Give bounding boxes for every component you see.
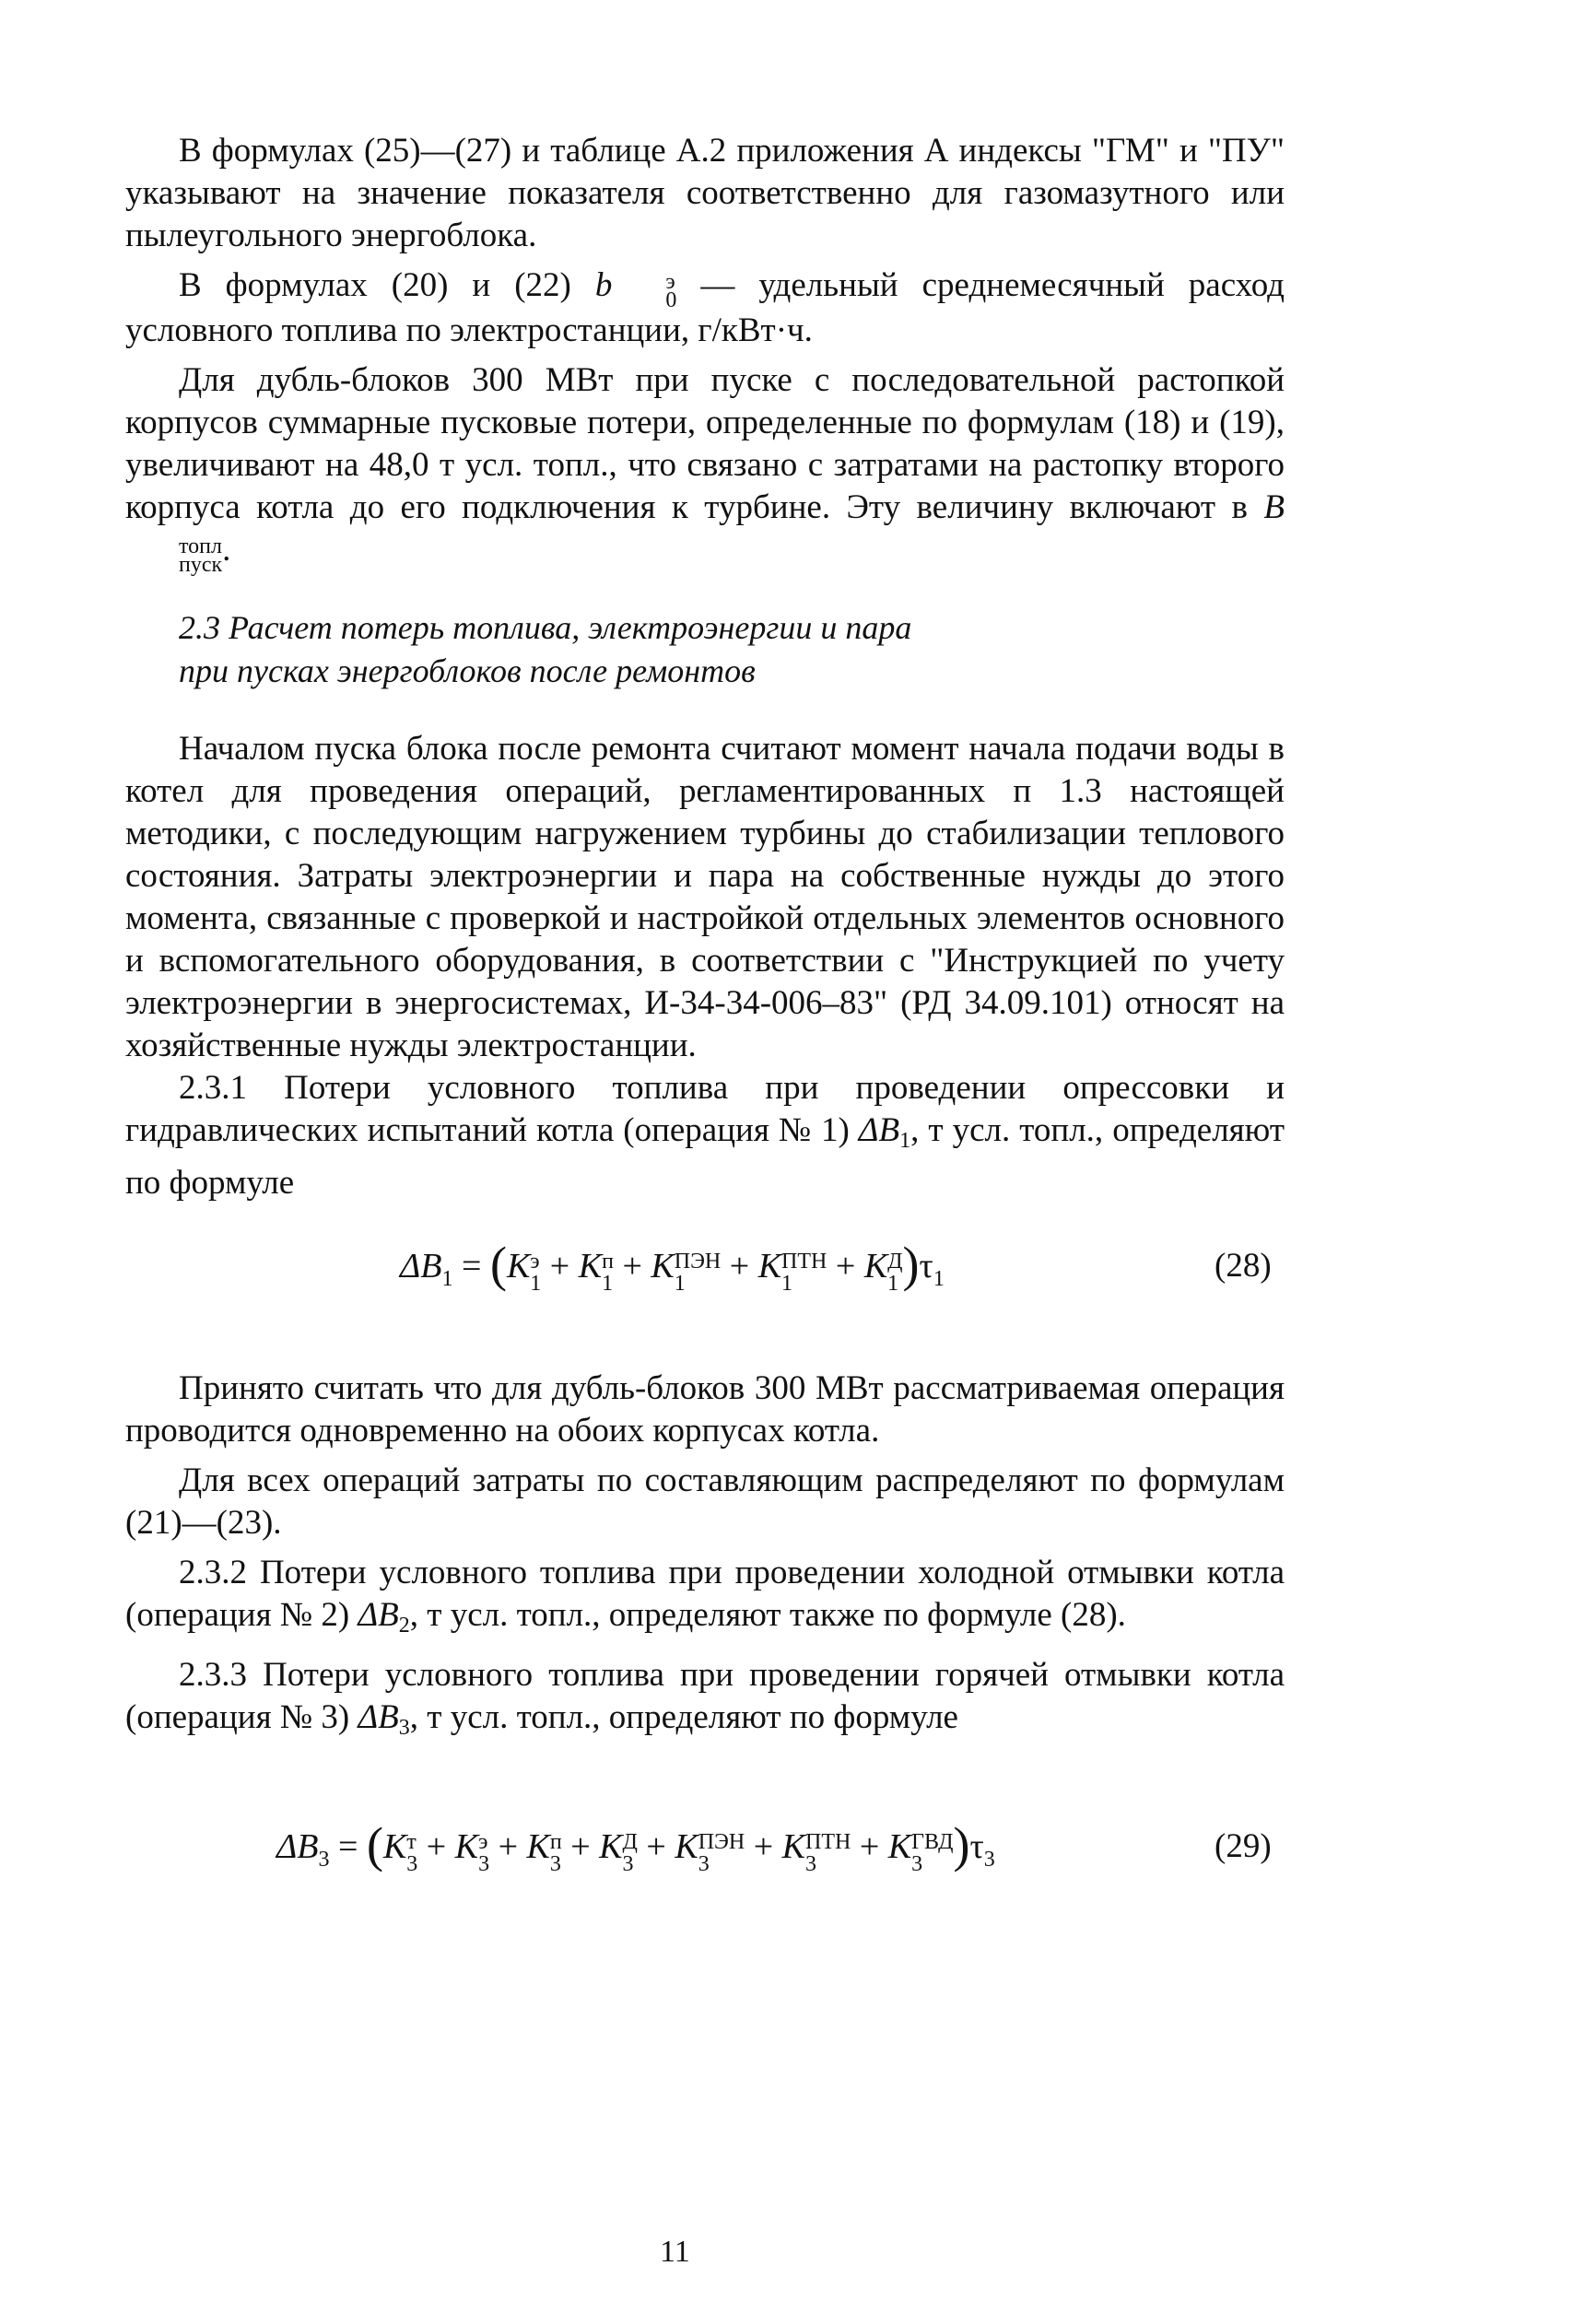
body-text-2 bbox=[125, 1368, 1285, 1749]
formula-29-term-0-symbol: K bbox=[382, 1827, 407, 1866]
body-paragraph-2-3-3 bbox=[125, 1654, 1285, 1749]
formula-29-plus-6: + bbox=[851, 1827, 888, 1866]
symbol-b-sub: 0 bbox=[665, 288, 677, 312]
formula-29-term-0-sup: т bbox=[406, 1830, 417, 1854]
formula-28-term-0-sub: 1 bbox=[530, 1272, 542, 1296]
formula-29-term-0-sub: 3 bbox=[406, 1852, 418, 1876]
symbol-delta-b1-sub: 1 bbox=[899, 1129, 911, 1153]
formula-29-term-2-sub: 3 bbox=[549, 1852, 561, 1876]
formula-29-term-5-sub: 3 bbox=[805, 1852, 817, 1876]
formula-28-term-2-sup: ПЭН bbox=[674, 1250, 722, 1274]
body-paragraph-2-3-1 bbox=[125, 1067, 1285, 1204]
formula-28-term-2-symbol: K bbox=[651, 1247, 675, 1286]
formula-28-term-1-symbol: K bbox=[578, 1247, 603, 1286]
symbol-B-main: B bbox=[1263, 488, 1285, 526]
formula-29-term-1-symbol: K bbox=[454, 1827, 479, 1866]
formula-29-term-5-sup: ПТН bbox=[805, 1830, 851, 1854]
formula-29-plus-2: + bbox=[489, 1827, 527, 1866]
formula-29-plus-5: + bbox=[745, 1827, 782, 1866]
formula-28-term-1-indices bbox=[602, 1250, 614, 1295]
p232-text-start: 2.3.2 Потери условного топлива при проведении холодной отмывки котла (операция № 2) bbox=[125, 1554, 1285, 1634]
body-paragraph-dubl-blocks: Принято считать что для дубль-блоков 300 МВт рассматриваемая операция проводится одновременно на обоих корпусах котла. bbox=[125, 1369, 1285, 1450]
formula-28-term-1-sub: 1 bbox=[602, 1272, 614, 1296]
body-paragraph-start-of-pusk: Началом пуска блока после ремонта считают момент начала подачи воды в котел для проведения операций, регламентированных п 1.3 настоящей методики, с последующим нагружением турбины до стабилизации теплового состояния. Затраты электроэнергии и пара на собственные нужды до этого момента, связанные с проверкой и настройкой отдельных элементов основного и вспомогательного оборудования, в соответствии с "Инструкцией по учету электроэнергии в энергосистемах, И-34-34-006–83" (РД 34.09.101) относят на хозяйственные нужды электростанции. bbox=[125, 730, 1285, 1064]
formula-29-term-6-symbol: K bbox=[887, 1827, 912, 1866]
formula-28-term-2-sub: 1 bbox=[674, 1272, 686, 1296]
intro-paragraph-3 bbox=[125, 359, 1285, 577]
symbol-delta-b1-main: ΔB bbox=[858, 1111, 900, 1149]
formula-29-lhs-sub: 3 bbox=[318, 1848, 330, 1872]
body-paragraph-2-3-2 bbox=[125, 1552, 1285, 1647]
formula-28-term-4-symbol: K bbox=[863, 1247, 888, 1286]
formula-29-term-4-indices bbox=[698, 1831, 745, 1875]
symbol-delta-b2 bbox=[358, 1596, 410, 1638]
symbol-delta-b2-main: ΔB bbox=[358, 1596, 399, 1634]
formula-29-tau: τ bbox=[969, 1827, 984, 1866]
formula-29-term-2-sup: п bbox=[549, 1830, 562, 1854]
formula-29-term-4-sub: 3 bbox=[698, 1852, 710, 1876]
symbol-b0e bbox=[594, 266, 677, 312]
formula-28-plus-3: + bbox=[721, 1247, 758, 1286]
formula-29-plus-3: + bbox=[561, 1827, 600, 1866]
symbol-delta-b1 bbox=[858, 1111, 911, 1153]
section-heading bbox=[179, 606, 911, 693]
formula-29-number: (29) bbox=[1215, 1827, 1272, 1865]
formula-28-term-1-sup: п bbox=[602, 1250, 614, 1274]
symbol-delta-b3-sub: 3 bbox=[398, 1716, 410, 1740]
intro-text bbox=[125, 130, 1285, 577]
formula-28-term-3-indices bbox=[781, 1250, 827, 1295]
formula-29-plus-4: + bbox=[637, 1827, 675, 1866]
symbol-B-sub: пуск bbox=[179, 553, 223, 577]
formula-28 bbox=[400, 1237, 945, 1301]
symbol-b-sup: э bbox=[665, 270, 675, 294]
formula-29-tau-sub: 3 bbox=[983, 1848, 995, 1872]
formula-28-term-0-sup: э bbox=[530, 1250, 540, 1274]
formula-28-term-0-symbol: K bbox=[506, 1247, 531, 1286]
formula-29 bbox=[276, 1817, 995, 1882]
symbol-b-indices bbox=[612, 270, 677, 312]
formula-28-term-4-sub: 1 bbox=[887, 1272, 899, 1296]
formula-28-term-2-indices bbox=[675, 1250, 722, 1295]
symbol-b-main: b bbox=[594, 266, 613, 304]
formula-28-tau-sub: 1 bbox=[933, 1267, 945, 1291]
formula-29-term-5-symbol: K bbox=[781, 1827, 806, 1866]
formula-28-plus-4: + bbox=[827, 1247, 864, 1286]
intro-paragraph-2-text-end: — удельный среднемесячный расход условного топлива по электростанции, г/кВт·ч. bbox=[125, 266, 1285, 349]
formula-29-term-3-symbol: K bbox=[599, 1827, 623, 1866]
formula-28-open-paren: ( bbox=[489, 1237, 507, 1292]
intro-paragraph-2-text-start: В формулах (20) и (22) bbox=[179, 266, 595, 304]
formula-29-term-5-indices bbox=[805, 1831, 851, 1875]
formula-28-term-3-sub: 1 bbox=[781, 1272, 793, 1296]
formula-28-lhs-sub: 1 bbox=[441, 1267, 453, 1291]
formula-28-equals: = bbox=[462, 1247, 482, 1286]
symbol-delta-b2-sub: 2 bbox=[398, 1614, 410, 1638]
formula-29-term-6-indices bbox=[911, 1831, 953, 1875]
formula-29-open-paren: ( bbox=[366, 1817, 383, 1872]
formula-29-term-1-sub: 3 bbox=[478, 1852, 490, 1876]
formula-29-term-2-indices bbox=[550, 1831, 562, 1875]
formula-28-term-4-indices bbox=[887, 1250, 902, 1295]
formula-29-term-6-sup: ГВД bbox=[911, 1830, 954, 1854]
formula-29-term-3-sup: Д bbox=[622, 1830, 638, 1854]
page-number: 11 bbox=[660, 2235, 690, 2269]
formula-28-tau: τ bbox=[919, 1247, 933, 1286]
formula-28-plus-2: + bbox=[613, 1247, 651, 1286]
p233-text-start: 2.3.3 Потери условного топлива при проведении горячей отмывки котла (операция № 3) bbox=[125, 1656, 1285, 1736]
formula-29-term-4-symbol: K bbox=[675, 1827, 698, 1866]
symbol-delta-b3-main: ΔB bbox=[358, 1698, 399, 1736]
section-heading-line-2: при пусках энергоблоков после ремонтов bbox=[179, 652, 756, 689]
intro-paragraph-2 bbox=[125, 264, 1285, 352]
intro-paragraph-3-text-start: Для дубль-блоков 300 МВт при пуске с последовательной растопкой корпусов суммарные пусковые потери, определенные по формулам (18) и (19), увеличивают на 48,0 т усл. топл., что связано с затратами на растопку второго корпуса котла до его подключения к турбине. Эту величину включают в bbox=[125, 361, 1285, 526]
formula-29-plus-1: + bbox=[417, 1827, 455, 1866]
formula-29-term-3-sub: 3 bbox=[622, 1852, 634, 1876]
p231-text-start: 2.3.1 Потери условного топлива при проведении опрессовки и гидравлических испытаний котла (операция № 1) bbox=[125, 1069, 1285, 1149]
formula-28-term-0-indices bbox=[530, 1250, 541, 1295]
formula-28-term-3-sup: ПТН bbox=[781, 1250, 827, 1274]
formula-29-term-2-symbol: K bbox=[526, 1827, 550, 1866]
body-text-1 bbox=[125, 728, 1285, 1204]
formula-29-close-paren: ) bbox=[953, 1817, 970, 1872]
formula-28-term-4-sup: Д bbox=[887, 1250, 903, 1274]
section-heading-line-1: 2.3 Расчет потерь топлива, электроэнергии и пара bbox=[179, 609, 912, 646]
formula-28-plus-1: + bbox=[541, 1247, 579, 1286]
formula-29-term-3-indices bbox=[623, 1831, 638, 1875]
formula-29-term-6-sub: 3 bbox=[911, 1852, 923, 1876]
formula-28-term-3-symbol: K bbox=[757, 1247, 782, 1286]
formula-29-term-1-sup: э bbox=[478, 1830, 488, 1854]
formula-28-close-paren: ) bbox=[902, 1237, 920, 1292]
p233-text-end: , т усл. топл., определяют по формуле bbox=[409, 1698, 958, 1736]
p231-text-end: , т усл. топл., определяют по формуле bbox=[125, 1111, 1285, 1202]
formula-29-term-0-indices bbox=[406, 1831, 417, 1875]
body-paragraph-all-operations: Для всех операций затраты по составляющим распределяют по формулам (21)—(23). bbox=[125, 1462, 1285, 1542]
symbol-B-indices bbox=[125, 534, 223, 577]
formula-29-term-4-sup: ПЭН bbox=[698, 1830, 745, 1854]
formula-29-term-1-indices bbox=[478, 1831, 489, 1875]
p232-text-end: , т усл. топл., определяют также по формуле (28). bbox=[409, 1596, 1126, 1634]
formula-28-lhs: ΔB bbox=[400, 1247, 442, 1286]
formula-28-number: (28) bbox=[1215, 1247, 1272, 1285]
intro-paragraph-1: В формулах (25)—(27) и таблице А.2 приложения А индексы "ГМ" и "ПУ" указывают на значение показателя соответственно для газомазутного или пылеугольного энергоблока. bbox=[125, 132, 1285, 254]
intro-paragraph-3-text-end: . bbox=[222, 531, 231, 569]
formula-29-lhs: ΔB bbox=[276, 1827, 319, 1866]
symbol-delta-b3 bbox=[358, 1698, 410, 1740]
formula-29-equals: = bbox=[338, 1827, 358, 1866]
symbol-B-sup: топл bbox=[179, 534, 222, 558]
